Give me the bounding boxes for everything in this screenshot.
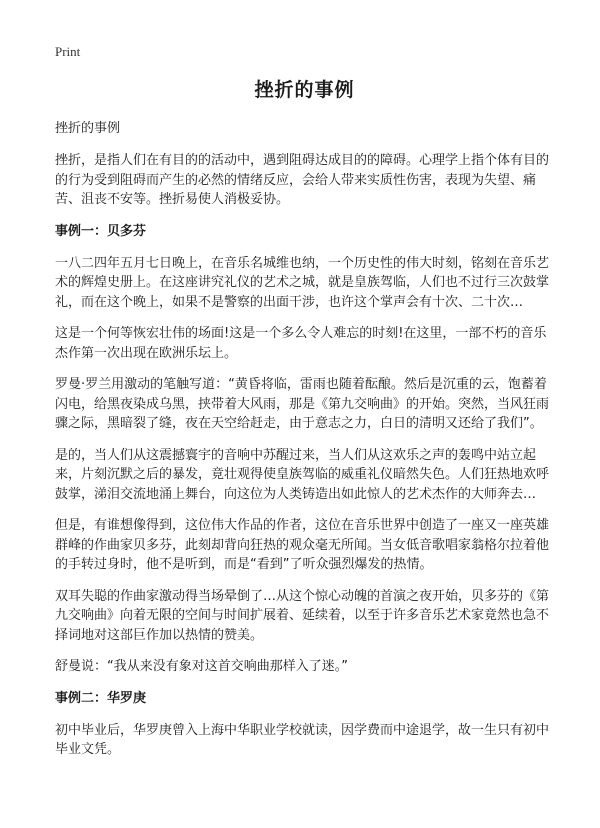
document-subtitle: 挫折的事例 xyxy=(55,121,121,136)
page-title: 挫折的事例 xyxy=(254,79,355,101)
intro-paragraph: 挫折，是指人们在有目的的活动中，遇到阻碍达成目的的障碍。心理学上指个体有目的的行为受到阻碍而产生的必然的情绪反应，会给人带来实质性伤害，表现为失望、痛苦、沮丧不安等。挫折易使人消极妥协。 xyxy=(55,153,550,207)
beethoven-paragraph-2: 这是一个何等恢宏壮伟的场面!这是一个多么令人难忘的时刻!在这里，一部不朽的音乐杰作第一次出现在欧洲乐坛上。 xyxy=(55,326,547,361)
beethoven-paragraph-1: 一八二四年五月七日晚上，在音乐名城维也纳，一个历史性的伟大时刻，铭刻在音乐艺术的辉煌史册上。在这座讲究礼仪的艺术之城，就是皇族驾临，人们也不过行三次鼓掌礼，而在这个晚上，如果不是警察的出面干涉，也许这个掌声会有十次、二十次… xyxy=(55,255,550,310)
section-heading-hua-luogeng: 事例二：华罗庚 xyxy=(55,690,147,706)
beethoven-paragraph-3: 罗曼·罗兰用激动的笔触写道：“黄昏将临，雷雨也随着酝酿。然后是沉重的云，饱蓄着闪电，给黑夜染成乌黑，挟带着大风雨，那是《第九交响曲》的开始。突然，当风狂雨骤之际，黑暗裂了缝，夜在天空给赶走，由于意志之力，白日的清明又还给了我们”。 xyxy=(55,377,550,431)
beethoven-paragraph-7: 舒曼说：“我从来没有象对这首交响曲那样入了迷。” xyxy=(55,659,348,674)
beethoven-paragraph-6: 双耳失聪的作曲家激动得当场晕倒了…从这个惊心动魄的首演之夜开始，贝多芬的《第九交响曲》向着无限的空间与时间扩展着、延续着，以至于许多音乐艺术家竟然也急不择词地对这部巨作加以热情的赞美。 xyxy=(55,588,550,643)
beethoven-paragraph-4: 是的，当人们从这震撼寰宇的音响中苏醒过来，当人们从这欢乐之声的轰鸣中站立起来，片刻沉默之后的暴发，竟壮观得使皇族驾临的威重礼仪暗然失色。人们狂热地欢呼鼓掌，涕泪交流地涌上舞台，向这位为人类铸造出如此惊人的艺术杰作的大师奔去… xyxy=(55,447,550,502)
hua-paragraph-1: 初中毕业后，华罗庚曾入上海中华职业学校就读，因学费而中途退学，故一生只有初中毕业文凭。 xyxy=(55,722,550,757)
print-label: Print xyxy=(55,44,81,59)
section-heading-beethoven: 事例一：贝多芬 xyxy=(55,223,147,239)
beethoven-paragraph-5: 但是，有谁想像得到，这位伟大作品的作者，这位在音乐世界中创造了一座又一座英雄群峰的作曲家贝多芬，此刻却背向狂热的观众毫无所闻。当女低音歌唱家翁格尔拉着他的手转过身时，他不是听到，而是“看到”了听众强烈爆发的热情。 xyxy=(55,518,550,572)
